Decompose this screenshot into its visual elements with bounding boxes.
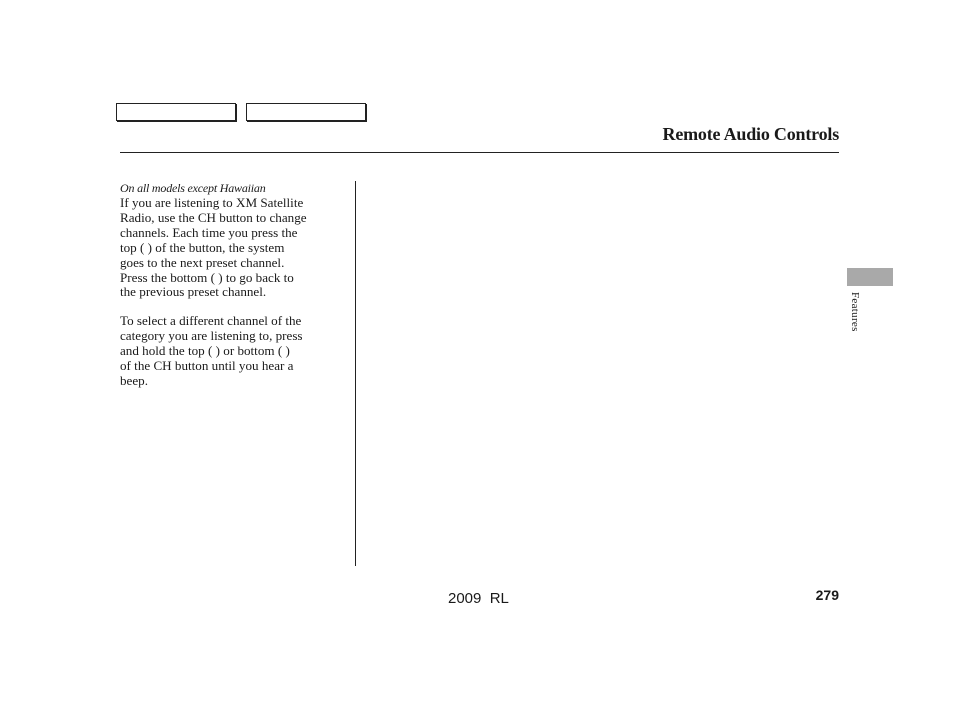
paragraph-change-channel: If you are listening to XM Satellite Radio, use the CH button to change channels. Each time you press the top ( ) of the button, the system goes to the next preset channel. Press the bottom ( ) to go back to the previous preset channel. bbox=[120, 195, 307, 300]
main-text-column bbox=[120, 181, 345, 403]
model-note: On all models except Hawaiian bbox=[120, 181, 266, 195]
section-label: Features bbox=[849, 292, 861, 332]
footer-model: 2009 RL bbox=[448, 590, 509, 607]
paragraph-select-channel: To select a different channel of the category you are listening to, press and hold the top ( ) or bottom ( ) of the CH button until you hear a beep. bbox=[120, 313, 303, 388]
nav-tab-previous[interactable] bbox=[116, 103, 236, 121]
page-number: 279 bbox=[815, 587, 839, 603]
column-divider bbox=[355, 181, 356, 566]
nav-tab-next[interactable] bbox=[246, 103, 366, 121]
section-tab-marker[interactable] bbox=[847, 268, 893, 286]
title-divider bbox=[120, 152, 839, 153]
page-title: Remote Audio Controls bbox=[662, 124, 839, 144]
